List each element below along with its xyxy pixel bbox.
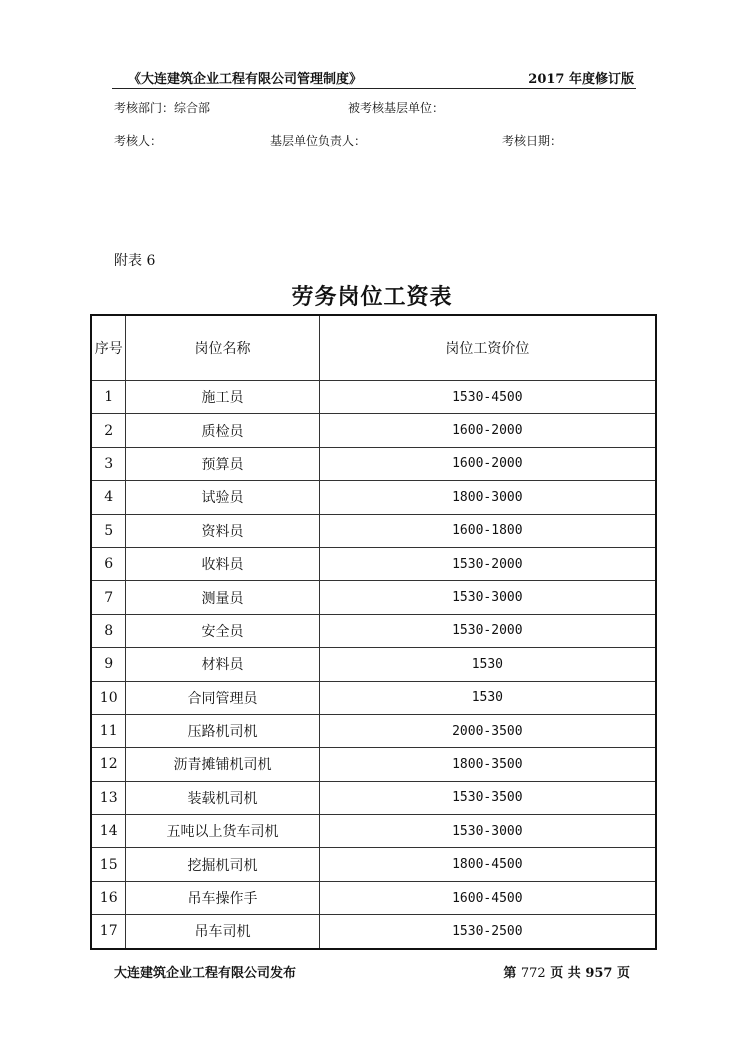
cell-no: 13 bbox=[91, 781, 126, 814]
cell-wage: 1530-4500 bbox=[319, 381, 656, 414]
footer-page-info bbox=[503, 962, 630, 981]
cell-position: 安全员 bbox=[126, 614, 319, 647]
cell-wage: 1530 bbox=[319, 681, 656, 714]
cell-position: 压路机司机 bbox=[126, 714, 319, 747]
table-row bbox=[91, 714, 656, 747]
cell-no: 11 bbox=[91, 714, 126, 747]
table-row bbox=[91, 481, 656, 514]
cell-no: 15 bbox=[91, 848, 126, 881]
cell-no: 6 bbox=[91, 547, 126, 580]
document-edition: 2017 年度修订版 bbox=[528, 72, 634, 87]
cell-wage: 1600-4500 bbox=[319, 881, 656, 914]
table-row bbox=[91, 414, 656, 447]
cell-wage: 1800-4500 bbox=[319, 848, 656, 881]
table-header-row bbox=[91, 315, 656, 381]
unit-leader: 基层单位负责人： bbox=[270, 134, 367, 148]
cell-no: 3 bbox=[91, 447, 126, 480]
page-title: 劳务岗位工资表 bbox=[291, 284, 453, 310]
cell-position: 沥青摊铺机司机 bbox=[126, 748, 319, 781]
page-prefix: 第 bbox=[503, 966, 517, 981]
assessed-unit: 被考核基层单位： bbox=[348, 101, 445, 115]
cell-wage: 1530-3500 bbox=[319, 781, 656, 814]
cell-position: 试验员 bbox=[126, 481, 319, 514]
cell-no: 12 bbox=[91, 748, 126, 781]
table-row bbox=[91, 381, 656, 414]
table-row bbox=[91, 848, 656, 881]
table-row bbox=[91, 815, 656, 848]
table-row bbox=[91, 881, 656, 914]
cell-no: 5 bbox=[91, 514, 126, 547]
assessor: 考核人： bbox=[114, 134, 163, 148]
cell-wage: 1530-3000 bbox=[319, 815, 656, 848]
cell-position: 收料员 bbox=[126, 547, 319, 580]
header-wage: 岗位工资价位 bbox=[319, 315, 656, 381]
assess-dept: 考核部门：综合部 bbox=[114, 101, 211, 115]
table-row bbox=[91, 447, 656, 480]
cell-no: 9 bbox=[91, 648, 126, 681]
cell-no: 17 bbox=[91, 915, 126, 949]
cell-no: 8 bbox=[91, 614, 126, 647]
table-row bbox=[91, 581, 656, 614]
cell-no: 14 bbox=[91, 815, 126, 848]
cell-position: 五吨以上货车司机 bbox=[126, 815, 319, 848]
cell-position: 施工员 bbox=[126, 381, 319, 414]
table-row bbox=[91, 681, 656, 714]
cell-wage: 1800-3000 bbox=[319, 481, 656, 514]
table-row bbox=[91, 915, 656, 949]
cell-no: 16 bbox=[91, 881, 126, 914]
cell-position: 材料员 bbox=[126, 648, 319, 681]
cell-no: 4 bbox=[91, 481, 126, 514]
footer-publisher: 大连建筑企业工程有限公司发布 bbox=[114, 966, 297, 981]
cell-wage: 1530-3000 bbox=[319, 581, 656, 614]
document-header-title: 《大连建筑企业工程有限公司管理制度》 bbox=[128, 72, 363, 87]
page-suffix: 页 bbox=[616, 966, 630, 981]
cell-position: 合同管理员 bbox=[126, 681, 319, 714]
cell-position: 吊车操作手 bbox=[126, 881, 319, 914]
table-row bbox=[91, 614, 656, 647]
cell-wage: 1530-2000 bbox=[319, 614, 656, 647]
cell-position: 预算员 bbox=[126, 447, 319, 480]
cell-position: 资料员 bbox=[126, 514, 319, 547]
cell-wage: 1600-1800 bbox=[319, 514, 656, 547]
cell-position: 测量员 bbox=[126, 581, 319, 614]
table-row bbox=[91, 781, 656, 814]
page-total: 957 bbox=[585, 966, 613, 981]
cell-no: 10 bbox=[91, 681, 126, 714]
header-divider bbox=[112, 88, 636, 89]
assess-date: 考核日期： bbox=[502, 134, 563, 148]
cell-no: 2 bbox=[91, 414, 126, 447]
page-current: 772 bbox=[520, 966, 546, 981]
cell-wage: 1600-2000 bbox=[319, 447, 656, 480]
cell-no: 7 bbox=[91, 581, 126, 614]
page-mid: 页 共 bbox=[550, 966, 581, 981]
cell-no: 1 bbox=[91, 381, 126, 414]
cell-wage: 1530-2000 bbox=[319, 547, 656, 580]
header-no: 序号 bbox=[91, 315, 126, 381]
cell-position: 挖掘机司机 bbox=[126, 848, 319, 881]
table-row bbox=[91, 547, 656, 580]
cell-position: 装载机司机 bbox=[126, 781, 319, 814]
cell-position: 吊车司机 bbox=[126, 915, 319, 949]
cell-wage: 2000-3500 bbox=[319, 714, 656, 747]
appendix-label: 附表 6 bbox=[114, 253, 156, 269]
cell-wage: 1530-2500 bbox=[319, 915, 656, 949]
cell-wage: 1530 bbox=[319, 648, 656, 681]
table-row bbox=[91, 514, 656, 547]
header-position: 岗位名称 bbox=[126, 315, 319, 381]
table-row bbox=[91, 748, 656, 781]
cell-wage: 1600-2000 bbox=[319, 414, 656, 447]
wage-table bbox=[90, 314, 657, 950]
cell-wage: 1800-3500 bbox=[319, 748, 656, 781]
table-row bbox=[91, 648, 656, 681]
cell-position: 质检员 bbox=[126, 414, 319, 447]
